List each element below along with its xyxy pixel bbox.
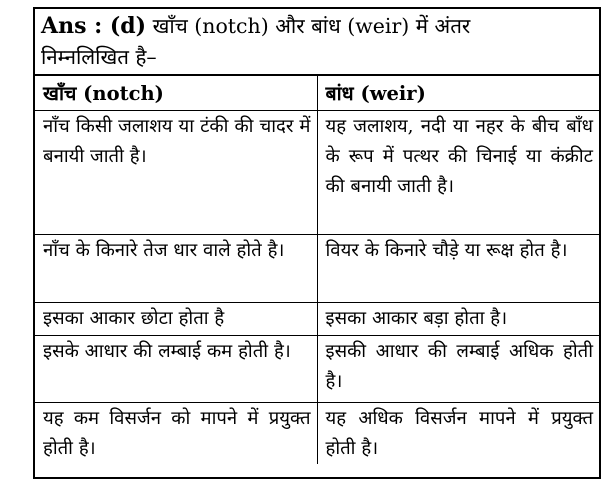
answer-box: [33, 7, 601, 479]
table-row: [35, 336, 599, 403]
answer-heading: [35, 9, 599, 76]
comparison-table: [35, 76, 599, 464]
weir-cell: वियर के किनारे चौड़े या रूक्ष होत है।: [317, 235, 599, 303]
notch-cell: इसका आकार छोटा होता है: [35, 303, 317, 336]
notch-cell: नाँच के किनारे तेज धार वाले होते है।: [35, 235, 317, 303]
notch-cell: नाँच किसी जलाशय या टंकी की चादर में बनायी जाती है।: [35, 111, 317, 235]
weir-cell: इसका आकार बड़ा होता है।: [317, 303, 599, 336]
table-header-row: [35, 76, 599, 111]
table-row: [35, 303, 599, 336]
header-weir: बांध (weir): [317, 76, 599, 111]
notch-cell: यह कम विसर्जन को मापने में प्रयुक्त होती है।: [35, 403, 317, 465]
header-notch: खाँच (notch): [35, 76, 317, 111]
answer-label: Ans : (d): [41, 13, 147, 39]
weir-cell: यह जलाशय, नदी या नहर के बीच बाँध के रूप में पत्थर की चिनाई या कंक्रीट की बनायी जाती है।: [317, 111, 599, 235]
table-row: [35, 235, 599, 303]
table-row: [35, 111, 599, 235]
weir-cell: इसकी आधार की लम्बाई अधिक होती है।: [317, 336, 599, 403]
answer-intro-line2: निम्नलिखित है–: [41, 45, 157, 69]
answer-intro-line1: खाँच (notch) और बांध (weir) में अंतर: [152, 14, 471, 38]
weir-cell: यह अधिक विसर्जन मापने में प्रयुक्त होती है।: [317, 403, 599, 465]
table-row: [35, 403, 599, 465]
notch-cell: इसके आधार की लम्बाई कम होती है।: [35, 336, 317, 403]
